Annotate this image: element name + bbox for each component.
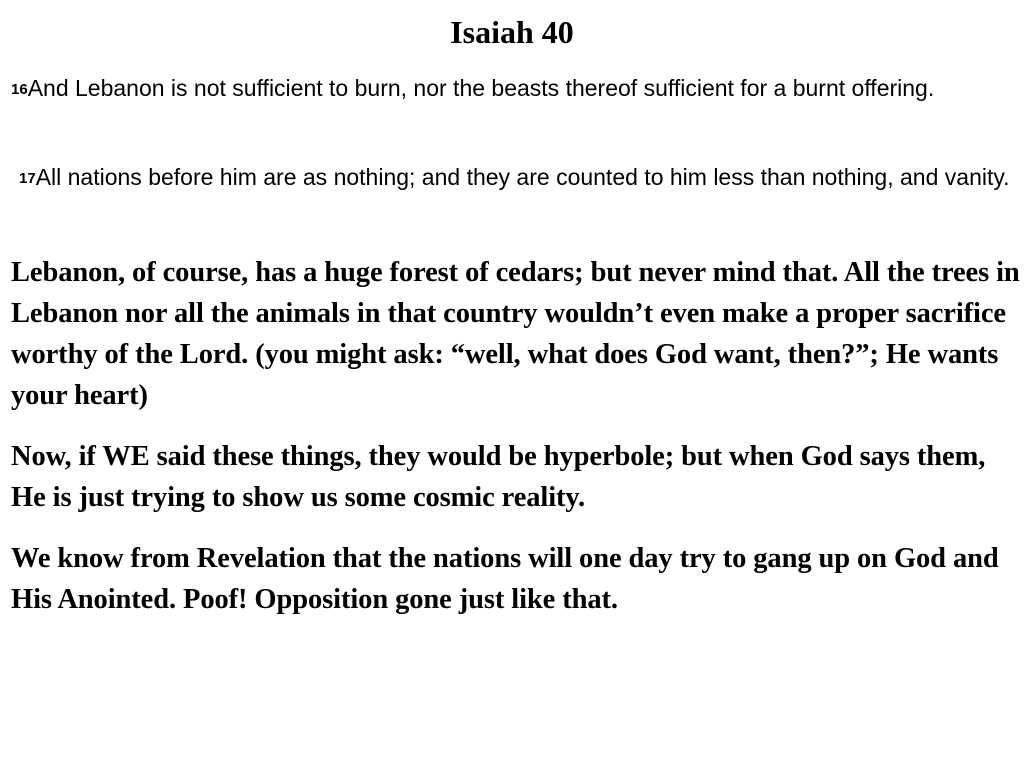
commentary-paragraph: Now, if WE said these things, they would be hyperbole; but when God says them, He is just trying to show us some cosmic reality. (11, 441, 986, 513)
verse-text: And Lebanon is not sufficient to burn, nor the beasts thereof sufficient for a burnt offering. (27, 75, 935, 101)
commentary-paragraph: We know from Revelation that the nations will one day try to gang up on God and His Anointed. Poof! Opposition gone just like that. (11, 543, 999, 615)
verse-17 (11, 157, 1011, 197)
verse-number: 16 (11, 81, 28, 98)
slide-title: Isaiah 40 (450, 14, 574, 50)
commentary-paragraph: Lebanon, of course, has a huge forest of cedars; but never mind that. All the trees in Lebanon nor all the animals in that country wouldn’t even make a proper sacrifice worthy of the Lord. (you might ask: “well, what does God want, then?”; He wants your heart) (11, 257, 1020, 411)
verse-number: 17 (19, 170, 36, 187)
verse-16 (11, 72, 1011, 105)
verse-text: All nations before him are as nothing; and they are counted to him less than nothing, and vanity. (35, 164, 1010, 190)
